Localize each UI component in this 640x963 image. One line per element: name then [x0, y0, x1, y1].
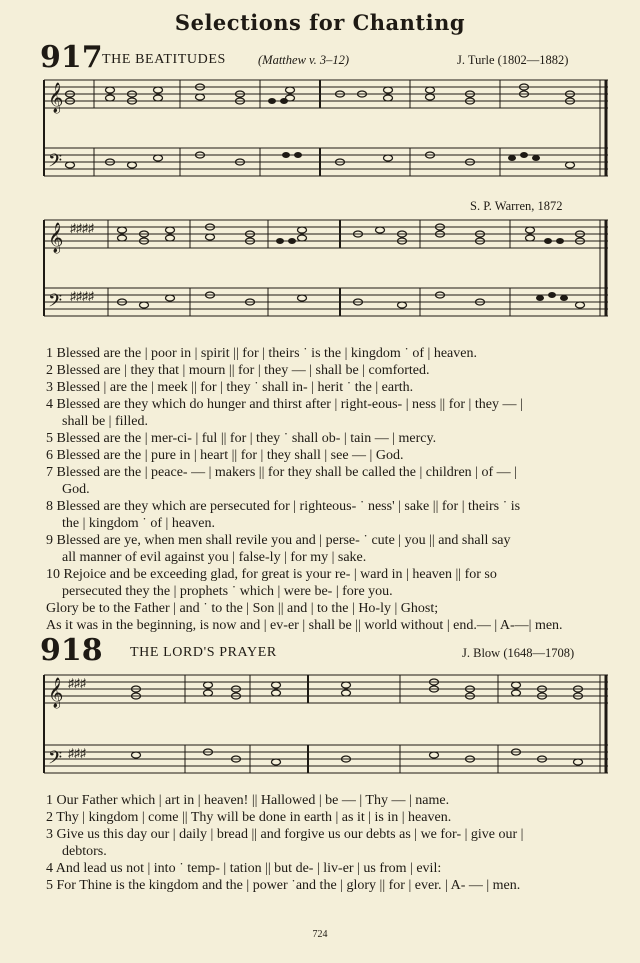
- music-system-1: [40, 70, 612, 190]
- svg-text:𝄞: 𝄞: [48, 678, 64, 707]
- hymn-918-number: 918: [40, 633, 103, 668]
- music-system-3: [40, 663, 612, 788]
- hymn-917-verse-7: 7 Blessed are the | peace- — | makers || for they shall be called the | children | of — |: [46, 465, 517, 480]
- hymn-918-verse-1: 1 Our Father which | art in | heaven! || Hallowed | be — | Thy — | name.: [46, 793, 450, 808]
- hymn-917-composer-1: J. Turle (1802—1882): [457, 53, 569, 67]
- hymn-918-composer: J. Blow (1648—1708): [462, 646, 575, 660]
- svg-text:♯♯♯: ♯♯♯: [68, 676, 86, 690]
- hymn-918-title: THE LORD'S PRAYER: [130, 645, 277, 660]
- svg-text:𝄞: 𝄞: [48, 223, 64, 252]
- svg-text:♯♯♯: ♯♯♯: [68, 746, 86, 760]
- hymn-917-verse-8-cont: the | kingdom ˙ of | heaven.: [62, 516, 215, 531]
- svg-text:𝄢: 𝄢: [48, 290, 63, 315]
- hymn-917-verse-3: 3 Blessed | are the | meek || for | they ˙ shall in- | herit ˙ the | earth.: [46, 380, 414, 395]
- hymn-917-verse-1: 1 Blessed are the | poor in | spirit || for | theirs ˙ is the | kingdom ˙ of | heaven.: [46, 346, 477, 361]
- hymn-917-verse-6: 6 Blessed are the | pure in | heart || for | they shall | see — | God.: [46, 448, 404, 463]
- hymn-917-verse-8: 8 Blessed are they which are persecuted for | righteous- ˙ ness' | sake || for | theirs ˙ is: [46, 499, 521, 514]
- svg-text:𝄞: 𝄞: [48, 83, 64, 112]
- hymn-917-scripture-ref: (Matthew v. 3–12): [258, 53, 350, 67]
- hymn-917-verse-7-cont: God.: [62, 482, 90, 497]
- svg-text:♯♯♯♯: ♯♯♯♯: [70, 289, 94, 303]
- hymn-918-verse-5: 5 For Thine is the kingdom and the | power ˙and the | glory || for | ever. | A- — | men.: [46, 878, 521, 893]
- hymn-918-verse-4: 4 And lead us not | into ˙ temp- | tation || but de- | liv-er | us from | evil:: [46, 861, 442, 876]
- page-number: 724: [312, 929, 328, 940]
- hymn-917-verse-9: 9 Blessed are ye, when men shall revile you and | perse- ˙ cute | you || and shall say: [46, 533, 511, 548]
- hymn-917-title: THE BEATITUDES: [102, 52, 226, 67]
- svg-text:𝄢: 𝄢: [48, 747, 63, 772]
- hymn-917-gloria-2: As it was in the beginning, is now and | ev-er | shall be || world without | end.— | A-—| men.: [46, 618, 563, 633]
- hymn-917-composer-2: S. P. Warren, 1872: [470, 199, 563, 213]
- page-title: Selections for Chanting: [174, 10, 466, 35]
- music-system-2: [40, 210, 612, 335]
- hymn-918-verse-3-cont: debtors.: [62, 844, 107, 859]
- hymn-917-verse-10: 10 Rejoice and be exceeding glad, for great is your re- | ward in | heaven || for so: [46, 567, 497, 582]
- hymn-917-gloria-1: Glory be to the Father | and ˙ to the | Son || and | to the | Ho-ly | Ghost;: [46, 601, 439, 616]
- hymn-917-verse-10-cont: persecuted they the | prophets ˙ which | were be- | fore you.: [62, 584, 393, 599]
- hymn-917-verse-5: 5 Blessed are the | mer-ci- | ful || for | they ˙ shall ob- | tain — | mercy.: [46, 431, 437, 446]
- svg-text:𝄢: 𝄢: [48, 150, 63, 175]
- hymn-918-verse-2: 2 Thy | kingdom | come || Thy will be done in earth | as it | is in | heaven.: [46, 810, 452, 825]
- hymn-917-verse-2: 2 Blessed are | they that | mourn || for | they — | shall be | comforted.: [46, 363, 430, 378]
- hymn-918-verse-3: 3 Give us this day our | daily | bread || and forgive us our debts as | we for- | give our |: [46, 827, 524, 842]
- hymn-917-verse-4: 4 Blessed are they which do hunger and thirst after | right-eous- | ness || for | they — |: [46, 397, 523, 412]
- hymn-917-verse-9-cont: all manner of evil against you | false-ly | for my | sake.: [62, 550, 367, 565]
- svg-text:♯♯♯♯: ♯♯♯♯: [70, 221, 94, 235]
- hymn-917-verse-4-cont: shall be | filled.: [62, 414, 149, 429]
- hymn-917-number: 917: [40, 40, 103, 75]
